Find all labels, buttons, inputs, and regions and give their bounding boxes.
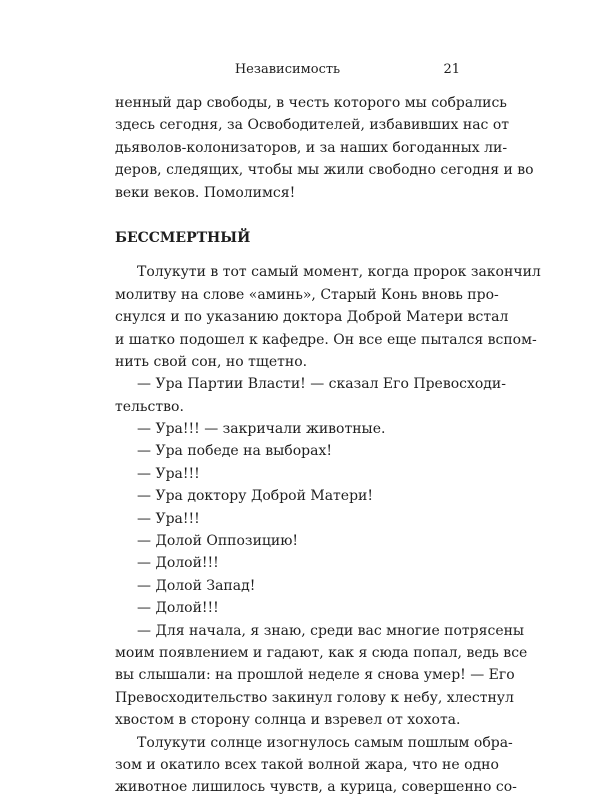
text-line: Толукути в тот самый момент, когда пророк закончил — [137, 264, 541, 281]
text-line: животное лишилось чувств, а курица, совершенно со- — [115, 779, 517, 796]
dialogue-line: — Для начала, я знаю, среди вас многие потрясены — [137, 622, 525, 639]
dialogue-line: — Ура доктору Доброй Матери! — [137, 488, 373, 505]
page-header — [115, 62, 460, 82]
dialogue-line: — Ура!!! — [137, 510, 200, 527]
section-heading: БЕССМЕРТНЫЙ — [115, 229, 251, 246]
dialogue-line: — Ура!!! — закричали животные. — [137, 421, 386, 438]
page-body — [115, 92, 541, 799]
text-line: моим появлением и гадают, как я сюда попал, ведь все — [115, 644, 528, 661]
text-line: Превосходительство закинул голову к небу, хлестнул — [115, 689, 514, 706]
text-line: молитву на слове «аминь», Старый Конь вновь про- — [115, 286, 499, 303]
page-number: 21 — [443, 62, 460, 77]
text-line: и шатко подошел к кафедре. Он все еще пытался вспом- — [115, 331, 537, 348]
text-line: нить свой сон, но тщетно. — [115, 353, 308, 370]
dialogue-line: — Ура победе на выборах! — [137, 443, 332, 460]
text-line: зом и окатило всех такой волной жара, что не одно — [115, 756, 499, 773]
dialogue-line: — Долой Запад! — [137, 577, 256, 594]
text-line: хвостом в сторону солнца и взревел от хохота. — [115, 712, 461, 729]
text-line: Толукути солнце изогнулось самым пошлым обра- — [137, 734, 513, 751]
text-line: дьяволов-колонизаторов, и за наших богоданных ли- — [115, 139, 508, 156]
dialogue-line: — Долой!!! — [137, 555, 219, 572]
text-line: ненный дар свободы, в честь которого мы собрались — [115, 95, 507, 111]
text-line: вы слышали: на прошлой неделе я снова умер! — Его — [115, 667, 515, 684]
dialogue-line: — Долой!!! — [137, 600, 219, 617]
dialogue-line: — Ура!!! — [137, 465, 200, 482]
dialogue-line: — Ура Партии Власти! — сказал Его Превосходи- — [137, 376, 506, 393]
dialogue-line: — Долой Оппозицию! — [137, 533, 299, 550]
text-line: тельство. — [115, 398, 184, 415]
text-line: снулся и по указанию доктора Доброй Матери встал — [115, 309, 509, 326]
text-line: деров, следящих, чтобы мы жили свободно сегодня и во — [115, 162, 534, 179]
text-line: веки веков. Помолимся! — [115, 184, 296, 201]
text-line: здесь сегодня, за Освободителей, избавивших нас от — [115, 117, 510, 134]
running-title: Независимость — [234, 62, 341, 77]
